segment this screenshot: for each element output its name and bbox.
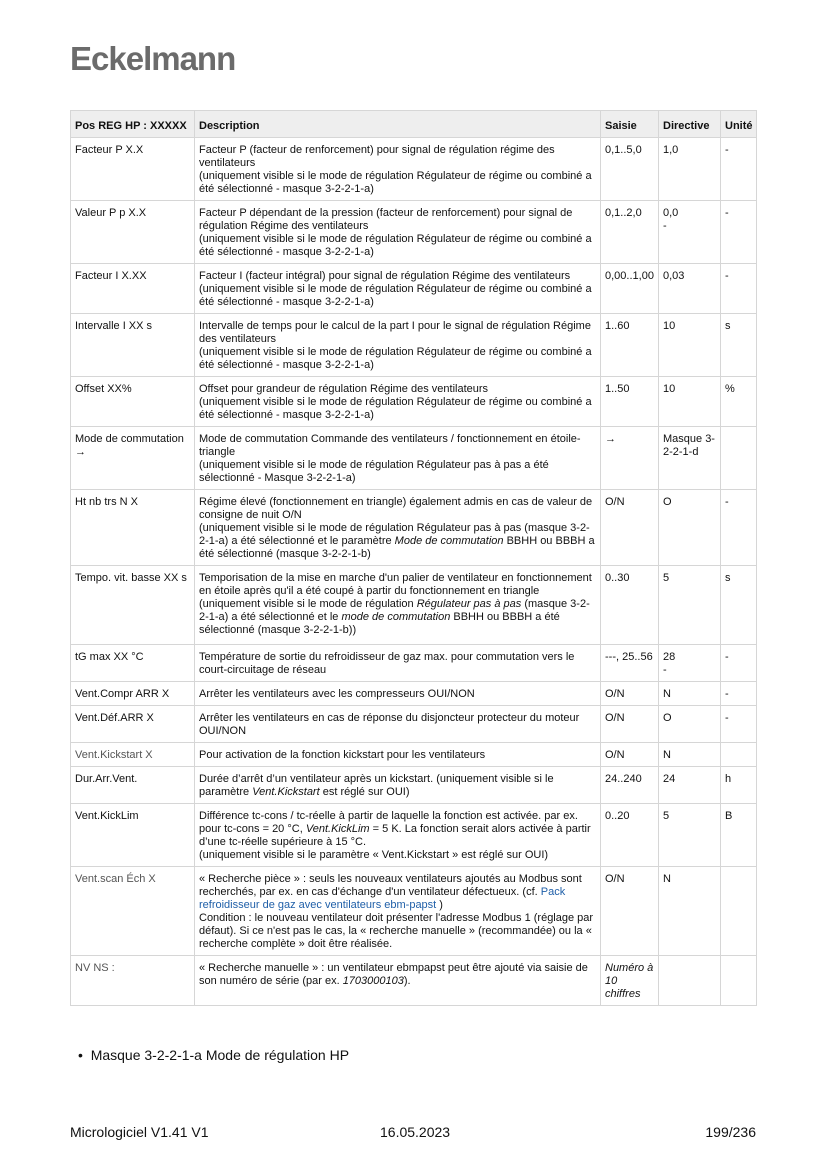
cell-pos: NV NS : <box>71 956 195 1006</box>
cell-saisie: → <box>601 427 659 490</box>
cell-directive <box>659 956 721 1006</box>
cell-directive: 5 <box>659 566 721 645</box>
table-row <box>71 566 757 645</box>
cell-directive: 10 <box>659 314 721 377</box>
cell-directive: N <box>659 867 721 956</box>
cell-saisie: 0,1..2,0 <box>601 201 659 264</box>
pack-link[interactable]: Pack refroidisseur de gaz avec ventilateurs ebm-papst <box>199 886 566 911</box>
cell-unit: s <box>721 314 757 377</box>
cell-unit: % <box>721 377 757 427</box>
cell-saisie: O/N <box>601 867 659 956</box>
cell-pos: Facteur I X.XX <box>71 264 195 314</box>
cell-description: « Recherche pièce » : seuls les nouveaux ventilateurs ajoutés au Modbus sont recherchés, par ex. en cas d'échange d'un ventilateur défectueux. (cf. Pack refroidisseur de gaz avec ventilateurs ebm-papst ) Condition : le nouveau ventilateur doit présenter l'adresse Modbus 1 (réglage par défaut). Si ce n'est pas le cas, la « recherche manuelle » (recommandée) ou la « recherche complète » doit être réalisée. <box>195 867 601 956</box>
cell-pos: Intervalle I XX s <box>71 314 195 377</box>
cell-saisie: 0,1..5,0 <box>601 138 659 201</box>
cell-description: Durée d’arrêt d’un ventilateur après un kickstart. (uniquement visible si le paramètre Vent.Kickstart est réglé sur OUI) <box>195 767 601 804</box>
cell-saisie: O/N <box>601 706 659 743</box>
cell-description: Facteur I (facteur intégral) pour signal de régulation Régime des ventilateurs (uniquement visible si le mode de régulation Régulateur de régime ou combiné a été sélectionné - masque 3-2-2-1-a) <box>195 264 601 314</box>
cell-pos: Vent.KickLim <box>71 804 195 867</box>
cell-directive: 0,03 <box>659 264 721 314</box>
header-saisie: Saisie <box>601 111 659 138</box>
cell-unit <box>721 427 757 490</box>
cell-description: Température de sortie du refroidisseur de gaz max. pour commutation vers le court-circuitage de réseau <box>195 645 601 682</box>
table-row <box>71 867 757 956</box>
cell-pos: Vent.scan Éch X <box>71 867 195 956</box>
header-directive: Directive <box>659 111 721 138</box>
cell-directive: O <box>659 490 721 566</box>
table-row <box>71 706 757 743</box>
table-row <box>71 804 757 867</box>
cell-pos: Offset XX% <box>71 377 195 427</box>
cell-description: Régime élevé (fonctionnement en triangle) également admis en cas de valeur de consigne de nuit O/N (uniquement visible si le mode de régulation Régulateur pas à pas (masque 3-2-2-1-a) a été sélectionné et le paramètre Mode de commutation BBHH ou BBBH a été sélectionné (masque 3-2-2-1-b) <box>195 490 601 566</box>
cell-directive: 5 <box>659 804 721 867</box>
cell-saisie: 0..30 <box>601 566 659 645</box>
cell-saisie: ---, 25..56 <box>601 645 659 682</box>
cell-saisie: O/N <box>601 743 659 767</box>
table-row <box>71 201 757 264</box>
table-row <box>71 314 757 377</box>
cell-saisie: 24..240 <box>601 767 659 804</box>
cell-unit: s <box>721 566 757 645</box>
cell-directive: Masque 3-2-2-1-d <box>659 427 721 490</box>
cell-unit: - <box>721 264 757 314</box>
table-row <box>71 743 757 767</box>
cell-description: Différence tc-cons / tc-réelle à partir de laquelle la fonction est activée. par ex. pour tc-cons = 20 °C, Vent.KickLim = 5 K. La fonction serait alors activée à partir d’une tc-réelle supérieure à 15 °C. (uniquement visible si le paramètre « Vent.Kickstart » est réglé sur OUI) <box>195 804 601 867</box>
cell-unit <box>721 743 757 767</box>
header-description: Description <box>195 111 601 138</box>
cell-pos: Tempo. vit. basse XX s <box>71 566 195 645</box>
table-row <box>71 490 757 566</box>
cell-unit: - <box>721 201 757 264</box>
cell-directive: 1,0 <box>659 138 721 201</box>
cell-saisie: 0,00..1,00 <box>601 264 659 314</box>
cell-directive: N <box>659 682 721 706</box>
cell-description: Intervalle de temps pour le calcul de la part I pour le signal de régulation Régime des ventilateurs (uniquement visible si le mode de régulation Régulateur de régime ou combiné a été sélectionné - masque 3-2-2-1-a) <box>195 314 601 377</box>
cell-pos: Ht nb trs N X <box>71 490 195 566</box>
table-header-row <box>71 111 757 138</box>
cell-description: Pour activation de la fonction kickstart pour les ventilateurs <box>195 743 601 767</box>
cell-saisie: 1..60 <box>601 314 659 377</box>
table-row <box>71 956 757 1006</box>
footer-date: 16.05.2023 <box>380 1124 451 1140</box>
parameter-table <box>70 110 757 1006</box>
cell-unit <box>721 956 757 1006</box>
cell-unit <box>721 867 757 956</box>
table-row <box>71 767 757 804</box>
cell-pos: Facteur P X.X <box>71 138 195 201</box>
cell-description: Temporisation de la mise en marche d'un palier de ventilateur en fonctionnement en étoile après qu'il a été coupé à partir du fonctionnement en triangle (uniquement visible si le mode de régulation Régulateur pas à pas (masque 3-2-2-1-a) a été sélectionné et le mode de commutation BBHH ou BBBH a été sélectionné (masque 3-2-2-1-b)) <box>195 566 601 645</box>
cell-pos: Vent.Kickstart X <box>71 743 195 767</box>
cell-unit: - <box>721 490 757 566</box>
cell-saisie: 1..50 <box>601 377 659 427</box>
table-row <box>71 264 757 314</box>
footer-page-number: 199/236 <box>705 1124 756 1140</box>
cell-directive: 28 - <box>659 645 721 682</box>
bullet-item <box>78 1047 349 1063</box>
cell-pos: Valeur P p X.X <box>71 201 195 264</box>
cell-description: « Recherche manuelle » : un ventilateur ebmpapst peut être ajouté via saisie de son numéro de série (par ex. 1703000103). <box>195 956 601 1006</box>
cell-pos: Dur.Arr.Vent. <box>71 767 195 804</box>
header-pos: Pos REG HP : XXXXX <box>71 111 195 138</box>
cell-saisie: O/N <box>601 682 659 706</box>
cell-saisie: Numéro à 10 chiffres <box>601 956 659 1006</box>
cell-description: Offset pour grandeur de régulation Régime des ventilateurs (uniquement visible si le mode de régulation Régulateur de régime ou combiné a été sélectionné - masque 3-2-2-1-a) <box>195 377 601 427</box>
cell-pos: Vent.Déf.ARR X <box>71 706 195 743</box>
table-row <box>71 427 757 490</box>
cell-unit: B <box>721 804 757 867</box>
cell-saisie: O/N <box>601 490 659 566</box>
cell-unit: h <box>721 767 757 804</box>
cell-description: Arrêter les ventilateurs en cas de réponse du disjoncteur protecteur du moteur OUI/NON <box>195 706 601 743</box>
cell-description: Facteur P dépendant de la pression (facteur de renforcement) pour signal de régulation Régime des ventilateurs (uniquement visible si le mode de régulation Régulateur de régime ou combiné a été sélectionné - masque 3-2-2-1-a) <box>195 201 601 264</box>
table-row <box>71 645 757 682</box>
cell-directive: 10 <box>659 377 721 427</box>
cell-directive: N <box>659 743 721 767</box>
cell-unit: - <box>721 682 757 706</box>
cell-unit: - <box>721 645 757 682</box>
bullet-text: Masque 3-2-2-1-a Mode de régulation HP <box>90 1047 350 1063</box>
cell-saisie: 0..20 <box>601 804 659 867</box>
cell-directive: O <box>659 706 721 743</box>
cell-directive: 0,0 - <box>659 201 721 264</box>
cell-description: Arrêter les ventilateurs avec les compresseurs OUI/NON <box>195 682 601 706</box>
table-row <box>71 138 757 201</box>
cell-pos: tG max XX °C <box>71 645 195 682</box>
header-unite: Unité <box>721 111 757 138</box>
footer-version: Micrologiciel V1.41 V1 <box>70 1124 209 1140</box>
table-row <box>71 682 757 706</box>
cell-description: Facteur P (facteur de renforcement) pour signal de régulation régime des ventilateurs (uniquement visible si le mode de régulation Régulateur de régime ou combiné a été sélectionné - masque 3-2-2-1-a) <box>195 138 601 201</box>
cell-pos: Mode de commutation → <box>71 427 195 490</box>
bullet-dot: • <box>78 1047 91 1063</box>
cell-directive: 24 <box>659 767 721 804</box>
cell-description: Mode de commutation Commande des ventilateurs / fonctionnement en étoile-triangle (uniquement visible si le mode de régulation Régulateur pas à pas a été sélectionné - Masque 3-2-2-1-a) <box>195 427 601 490</box>
cell-unit: - <box>721 138 757 201</box>
company-logo: Eckelmann <box>70 40 236 77</box>
table-row <box>71 377 757 427</box>
cell-pos: Vent.Compr ARR X <box>71 682 195 706</box>
cell-unit: - <box>721 706 757 743</box>
